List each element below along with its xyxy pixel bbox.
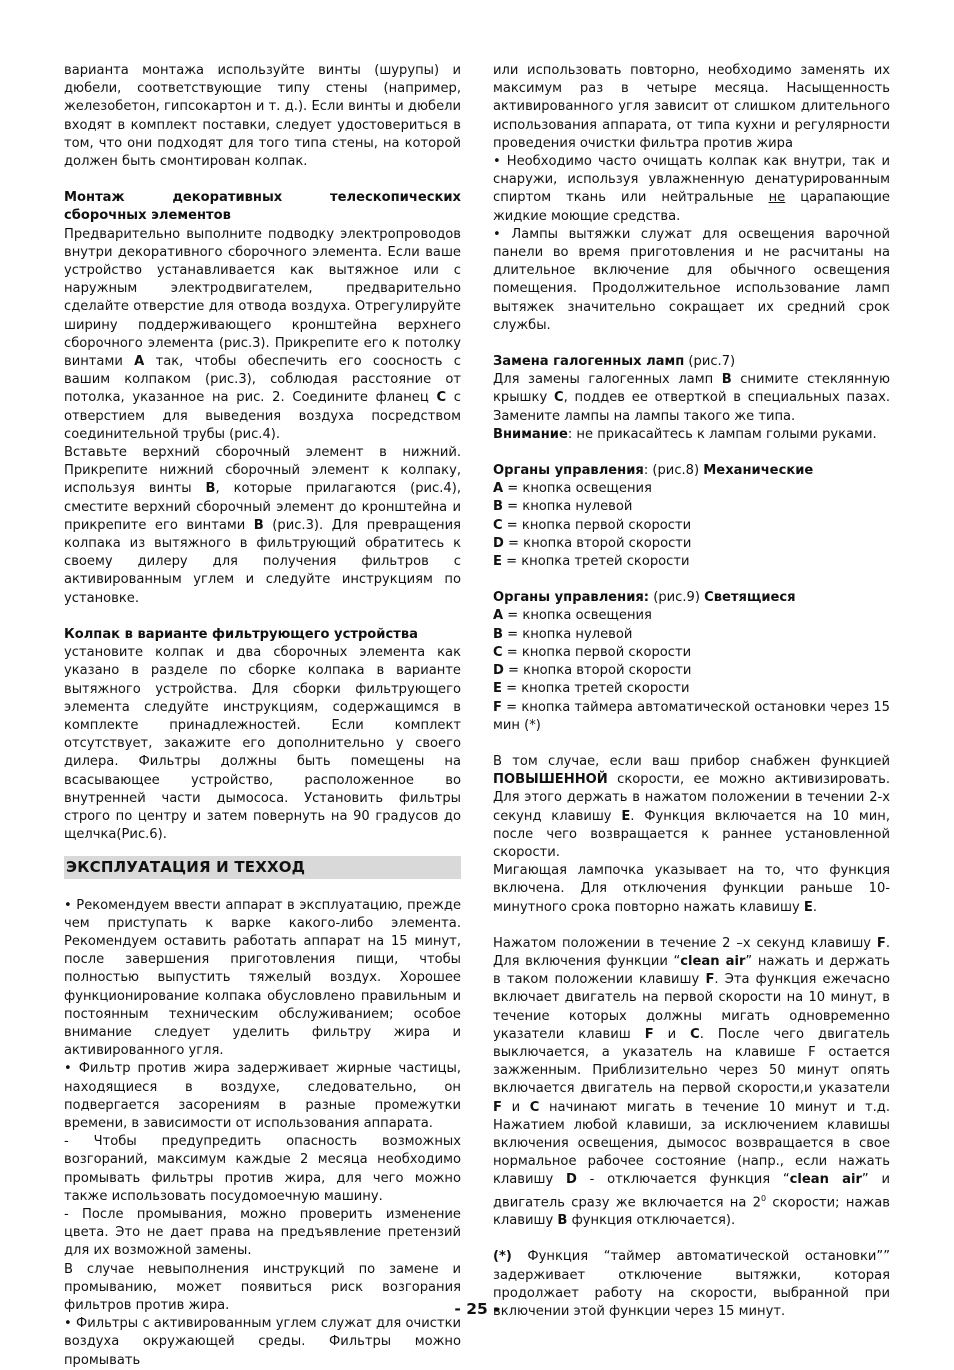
- lamps-paragraph: • Лампы вытяжки служат для освещения варочной панели во время приготовления и не расчитаны на длительное включение для обычного освещения помещения. Продолжительное использование ламп вытяжек значительно сокращает их средний срок службы.: [493, 226, 890, 333]
- halogen-warning: Внимание: не прикасайтесь к лампам голыми руками.: [493, 426, 877, 442]
- halogen-paragraph: Для замены галогенных ламп B снимите стеклянную крышку C, поддев ее отверткой в специальных пазах. Замените лампы на лампы такого же типа.: [493, 372, 891, 424]
- left-column: [64, 62, 461, 1370]
- boost-indicator-paragraph: Мигающая лампочка указывает на то, что функция включена. Для отключения функции раньше 10- минутного срока повторно нажать клавишу E.: [493, 863, 890, 915]
- cleaning-paragraph: • Необходимо часто очищать колпак как внутри, так и снаружи, используя увлажненную денатурированным спиртом ткань или нейтральные не царапающие жидкие моющие средства.: [493, 154, 890, 224]
- section-title-bar: ЭКСПЛУАТАЦИЯ И ТЕХХОД: [64, 856, 461, 878]
- use-paragraph-4: - После промывания, можно проверить изменение цвета. Это не дает права на предъявление претензий для их возможной замены.: [64, 1206, 461, 1259]
- use-paragraph-3: - Чтобы предупредить опасность возможных возгораний, максимум каждые 2 месяца необходимо промывать фильтры против жира, для чего можно также использовать посудомоечную машину.: [64, 1134, 461, 1204]
- list-item: E = кнопка третей скорости: [493, 554, 690, 570]
- filter-heading: Колпак в варианте фильтрующего устройства: [64, 626, 418, 642]
- use-paragraph-5: В случае невыполнения инструкций по замене и промыванию, может появиться риск возгорания фильтров против жира.: [64, 1261, 461, 1313]
- right-column: [493, 62, 890, 1321]
- page-number: - 25 -: [454, 1300, 500, 1318]
- telescopic-paragraph-1: Предварительно выполните подводку электропроводов внутри декоративного сборочного элемента. Если ваше устройство устанавливается как вытяжное или с наружным электродвигателем, предварительно сделайте отверстие для отвода воздуха. Отрегулируйте ширину поддерживающего кронштейна верхнего сборочного элемента (рис.3). Прикрепите его к потолку винтами A так, чтобы обеспечить его соосность с вашим колпаком (рис.3), соблюдая расстояние от потолка, указанное на рис. 2. Соедините фланец C с отверстием для выведения воздуха посредством соединительной трубы (рис.4).: [64, 226, 461, 442]
- list-item: D = кнопка второй скорости: [493, 663, 692, 679]
- use-paragraph-2: • Фильтр против жира задерживает жирные частицы, находящиеся в воздухе, следовательно, он подвергается засорениям в разные промежутки времени, в зависимости от использования аппарата.: [64, 1061, 461, 1131]
- list-item: F = кнопка таймера автоматической остановки через 15 мин (*): [493, 699, 890, 733]
- use-paragraph-6: • Фильтры с активированным углем служат для очистки воздуха окружающей среды. Фильтры можно промывать: [64, 1316, 461, 1368]
- list-item: B = кнопка нулевой: [493, 626, 633, 642]
- controls-mechanical-list: [493, 480, 890, 571]
- filter-continuation-paragraph: или использовать повторно, необходимо заменять их максимум раз в четыре месяца. Насыщенность активированного угля зависит от слишком длительного использования аппарата, от типа кухни и регулярности проведения очистки фильтра против жира: [493, 63, 890, 151]
- list-item: E = кнопка третей скорости: [493, 681, 690, 697]
- list-item: B = кнопка нулевой: [493, 499, 633, 515]
- telescopic-paragraph-2: Вставьте верхний сборочный элемент в нижний. Прикрепите нижний сборочный элемент к колпаку, используя винты B, которые прилагаются (рис.4), сместите верхний сборочный элемент до кронштейна и прикрепите его винтами B (рис.3). Для превращения колпака из вытяжного в фильтрующий обратитесь к своему дилеру для получения фильтров с активированным углем и следуйте инструкциям по установке.: [64, 445, 462, 606]
- intro-paragraph: варианта монтажа используйте винты (шурупы) и дюбели, соответствующие типу стены (например, железобетон, гипсокартон и т. д.). Если винты и дюбели входят в комплект поставки, следует удостовериться в том, что они подходят для того типа стены, на которой должен быть смонтирован колпак.: [64, 63, 461, 170]
- controls-illuminated-heading: Органы управления: (рис.9) Светящиеся: [493, 590, 796, 606]
- list-item: A = кнопка освещения: [493, 608, 652, 624]
- list-item: D = кнопка второй скорости: [493, 535, 692, 551]
- filter-paragraph: установите колпак и два сборочных элемента как указано в разделе по сборке колпака в варианте вытяжного устройства. Для сборки фильтрующего элемента следуйте инструкциям, содержащимся в комплекте принадлежностей. Если комплект отсутствует, закажите его дополнительно у своего дилера. Фильтры должны быть помещены на всасывающее устройство, расположенное во внутренней части дымососа. Установить фильтры строго по центру и затем повернуть на 90 градусов до щелчка(Рис.6).: [64, 645, 461, 843]
- list-item: C = кнопка первой скорости: [493, 644, 692, 660]
- timer-footnote: (*) Функция “таймер автоматической остановки”” задерживает отключение вытяжки, которая продолжает работу на скорости, выбранной при включении этой функции через 15 минут.: [493, 1249, 890, 1319]
- telescopic-heading: Монтаж декоративных телескопических сборочных элементов: [64, 190, 461, 224]
- halogen-heading: Замена галогенных ламп (рис.7): [493, 354, 736, 370]
- list-item: A = кнопка освещения: [493, 481, 652, 497]
- clean-air-paragraph: Нажатом положении в течение 2 –х секунд клавишу F. Для включения функции “clean air” нажать и держать в таком положении клавишу F. Эта функция ежечасно включает двигатель на первой скорости на 10 минут, в течение которых должны мигать одновременно указатели клавиш F и C. После чего двигатель выключается, а указатель на клавише F остается зажженным. Приблизительно через 50 минут опять включается двигатель на первой скорости,и указатели F и C начинают мигать в течение 10 минут и т.д. Нажатием любой клавиши, за исключением клавишы включения освещения, дымосос возвращается в свое нормальное рабочее состояние (напр., если нажать клавишу D - отключается функция “clean air” и двигатель сразу же включается на $2^0$ скорости; нажав клавишу B функция отключается).: [493, 935, 891, 1229]
- boost-paragraph: В том случае, если ваш прибор снабжен функцией ПОВЫШЕННОЙ скорости, ее можно активизировать. Для этого держать в нажатом положении в течении 2-х секунд клавишу E. Функция включается на 10 мин, после чего возвращается к раннее установленной скорости.: [493, 753, 891, 860]
- controls-illuminated-list: [493, 607, 890, 734]
- use-paragraph-1: • Рекомендуем ввести аппарат в эксплуатацию, прежде чем приступать к варке какого-либо элемента. Рекомендуем оставить работать аппарат на 15 минут, после завершения приготовления пищи, чтобы полностью выпустить тяжелый воздух. Хорошее функционирование колпака обусловлено правильным и постоянным техническим обслуживанием; особое внимание следует уделить фильтру жира и активированного угля.: [64, 897, 461, 1059]
- controls-mechanical-heading: Органы управления: (рис.8) Механические: [493, 463, 814, 479]
- list-item: C = кнопка первой скорости: [493, 517, 692, 533]
